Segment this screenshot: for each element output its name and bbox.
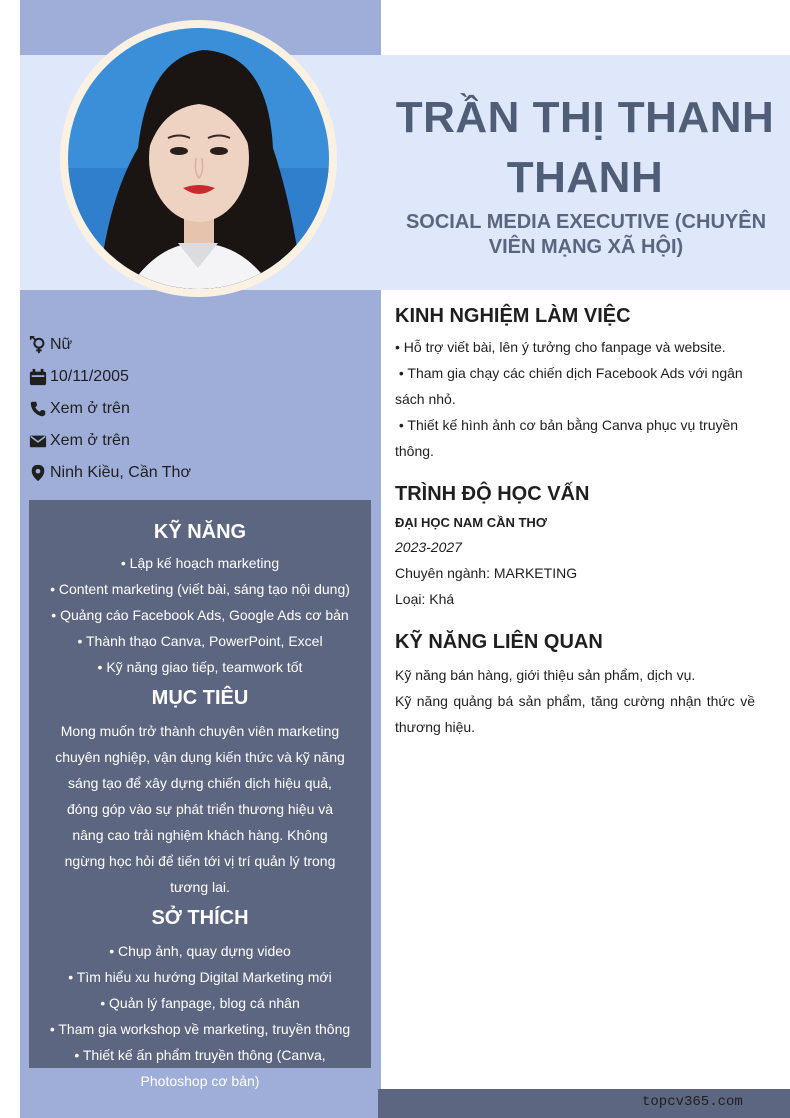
list-item: • Chụp ảnh, quay dựng video bbox=[109, 943, 291, 959]
gender-icon bbox=[29, 336, 47, 354]
list-item: • Tham gia workshop về marketing, truyền thông bbox=[49, 1021, 351, 1037]
skills-title: KỸ NĂNG bbox=[153, 521, 247, 543]
main-content bbox=[395, 302, 755, 740]
hobbies-title: SỞ THÍCH bbox=[151, 907, 249, 929]
footer-site: topcv365.com bbox=[642, 1094, 743, 1110]
education-block bbox=[395, 512, 755, 612]
list-item: • Hỗ trợ viết bài, lên ý tưởng cho fanpage và website. bbox=[395, 339, 726, 355]
contact-address bbox=[29, 457, 369, 489]
list-item: • Kỹ năng giao tiếp, teamwork tốt bbox=[97, 659, 303, 675]
profile-photo-frame bbox=[60, 20, 337, 297]
job-title: SOCIAL MEDIA EXECUTIVE (CHUYÊN VIÊN MẠNG XÃ HỘI) bbox=[405, 211, 767, 258]
list-item: • Tham gia chạy các chiến dịch Facebook Ads với ngân sách nhỏ. bbox=[395, 365, 747, 407]
birthday-value: 10/11/2005 bbox=[50, 368, 129, 385]
education-title: TRÌNH ĐỘ HỌC VẤN bbox=[395, 483, 590, 505]
list-item: Kỹ năng bán hàng, giới thiệu sản phẩm, dịch vụ. bbox=[395, 667, 696, 683]
list-item: • Tìm hiểu xu hướng Digital Marketing mới bbox=[68, 969, 332, 985]
sidebar-sections bbox=[29, 500, 371, 1089]
email-value: Xem ở trên bbox=[50, 432, 130, 449]
address-value: Ninh Kiều, Cần Thơ bbox=[50, 464, 191, 481]
contact-birthday bbox=[29, 361, 369, 393]
list-item: • Quảng cáo Facebook Ads, Google Ads cơ bản bbox=[51, 607, 349, 623]
school-name: ĐẠI HỌC NAM CẦN THƠ bbox=[395, 515, 547, 530]
contact-info bbox=[29, 329, 369, 489]
list-item: • Content marketing (viết bài, sáng tạo nội dung) bbox=[50, 581, 350, 597]
candidate-name: TRẦN THỊ THANH THANH bbox=[395, 93, 775, 202]
contact-phone bbox=[29, 393, 369, 425]
education-grade: Loại: Khá bbox=[395, 591, 455, 607]
envelope-icon bbox=[29, 432, 47, 450]
contact-email bbox=[29, 425, 369, 457]
hobbies-list bbox=[29, 938, 371, 1094]
list-item: • Lập kế hoạch marketing bbox=[120, 555, 280, 571]
phone-value: Xem ở trên bbox=[50, 400, 130, 417]
objective-title: MỤC TIÊU bbox=[151, 687, 249, 709]
location-pin-icon bbox=[29, 464, 47, 482]
contact-gender bbox=[29, 329, 369, 361]
list-item: Kỹ năng quảng bá sản phẩm, tăng cường nhận thức về thương hiệu. bbox=[395, 693, 755, 735]
calendar-icon bbox=[29, 368, 47, 386]
experience-list bbox=[395, 334, 755, 464]
profile-photo bbox=[68, 28, 329, 289]
list-item: • Thiết kế hình ảnh cơ bản bằng Canva phục vụ truyền thông. bbox=[395, 417, 742, 459]
experience-title: KINH NGHIỆM LÀM VIỆC bbox=[395, 305, 631, 327]
list-item: • Quản lý fanpage, blog cá nhân bbox=[100, 995, 300, 1011]
skills-list bbox=[29, 550, 371, 680]
gender-value: Nữ bbox=[50, 336, 73, 353]
related-skills-list bbox=[395, 662, 755, 740]
objective-text: Mong muốn trở thành chuyên viên marketing chuyên nghiệp, vận dụng kiến thức và kỹ năng sáng tạo để xây dựng chiến dịch hiệu quả, đóng góp vào sự phát triển thương hiệu và nâng cao trải nghiệm khách hàng. Không ngừng học hỏi để tiến tới vị trí quản lý trong tương lai. bbox=[55, 723, 345, 895]
education-years: 2023-2027 bbox=[395, 539, 462, 555]
phone-icon bbox=[29, 400, 47, 418]
list-item: • Thành thạo Canva, PowerPoint, Excel bbox=[77, 633, 323, 649]
related-skills-title: KỸ NĂNG LIÊN QUAN bbox=[395, 631, 603, 653]
list-item: • Thiết kế ấn phẩm truyền thông (Canva, Photoshop cơ bản) bbox=[74, 1047, 326, 1089]
education-major: Chuyên ngành: MARKETING bbox=[395, 565, 578, 581]
